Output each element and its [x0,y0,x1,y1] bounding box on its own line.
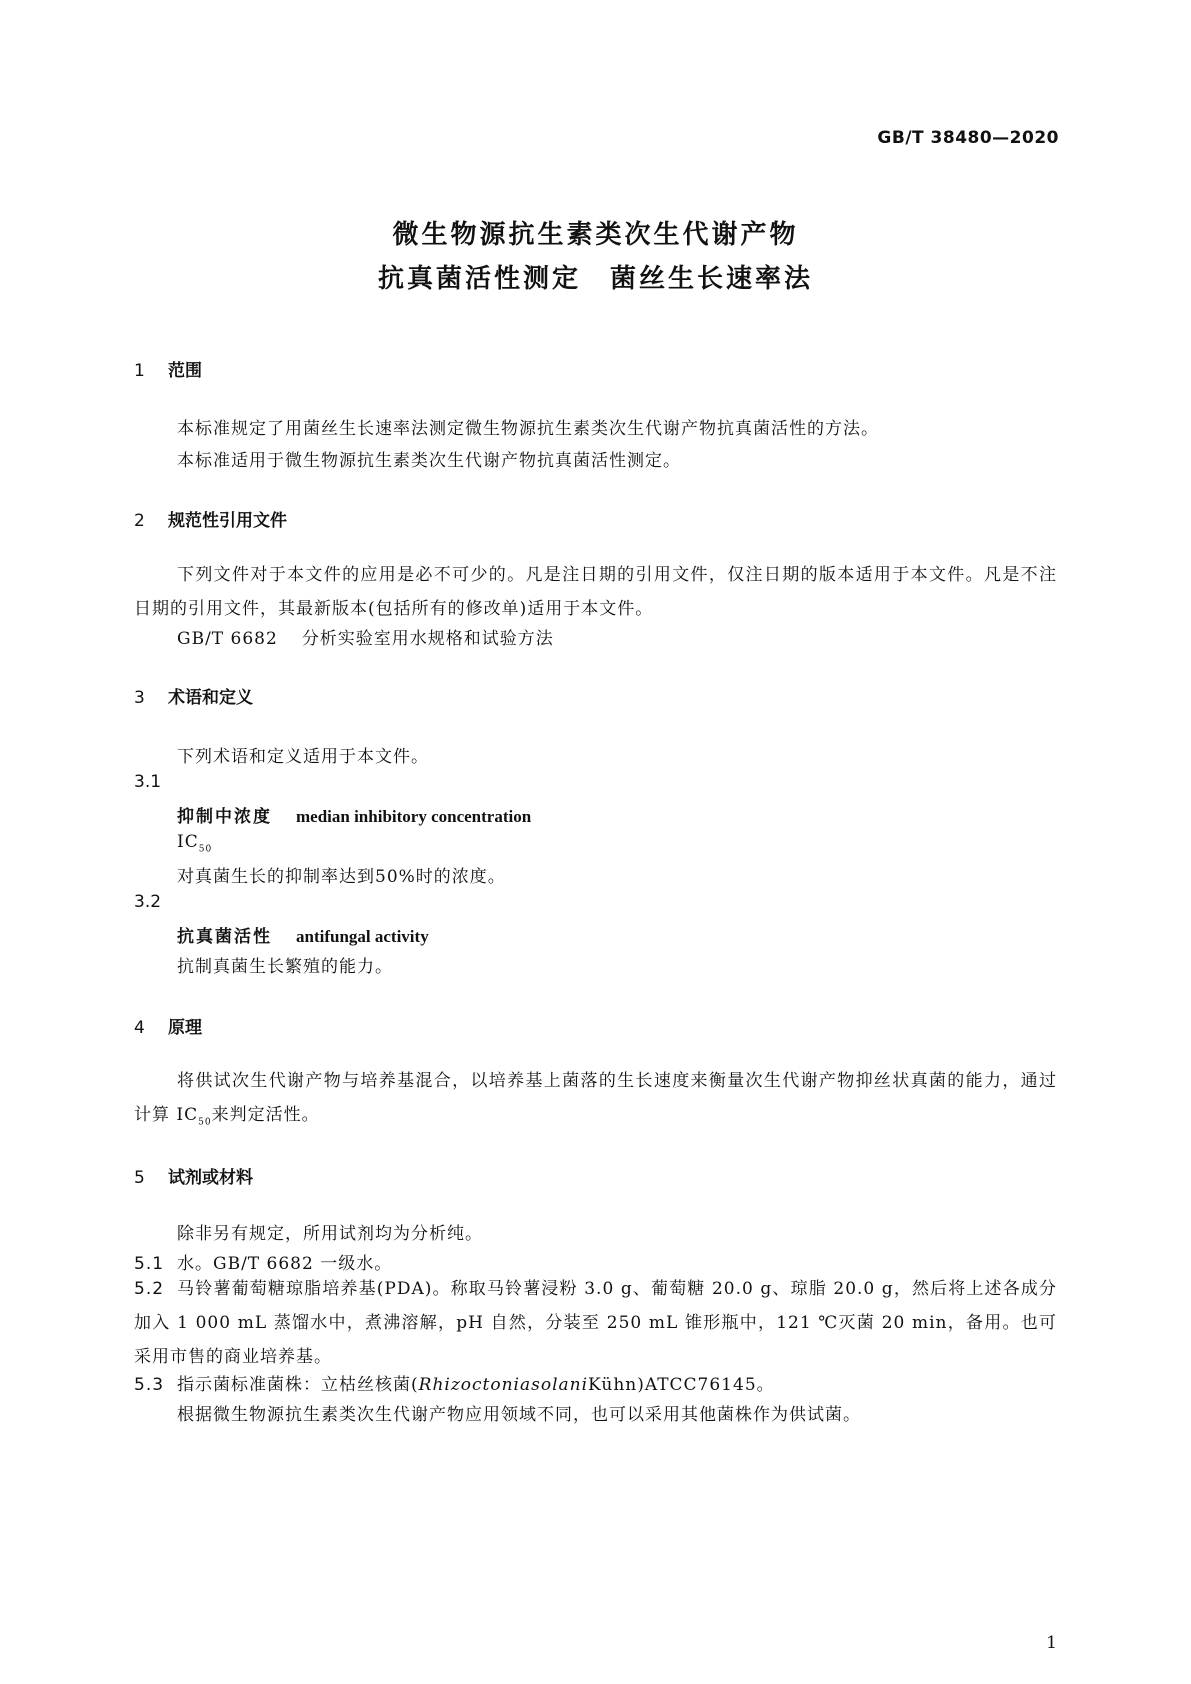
term-abbreviation: $IC_{50}$ [177,832,213,855]
section-title: 术语和定义 [168,688,253,708]
paragraph: 将供试次生代谢产物与培养基混合，以培养基上菌落的生长速度来衡量次生代谢产物抑丝状真菌的能力，通过计算 $IC_{50}$来判定活性。 [134,1071,1057,1128]
term-definition: 对真菌生长的抑制率达到50%时的浓度。 [177,867,506,887]
document-title-line1: 微生物源抗生素类次生代谢产物 [392,220,799,250]
section-number: 4 [134,1018,145,1038]
section-5-heading [134,1163,253,1188]
reference-title: 分析实验室用水规格和试验方法 [301,629,554,649]
list-item: 5.2 马铃薯葡萄糖琼脂培养基(PDA)。称取马铃薯浸粉 3.0 g、葡萄糖 20.0 g、琼脂 20.0 g，然后将上述各成分加入 1 000 mL 蒸馏水中，煮沸溶解，pH 自然，分装至 250 mL 锥形瓶中，121 ℃灭菌 20 min，备用。也可采用市售的商业培养基。 [134,1279,1057,1367]
paragraph: 下列文件对于本文件的应用是必不可少的。凡是注日期的引用文件，仅注日期的版本适用于本文件。凡是不注日期的引用文件，其最新版本(包括所有的修改单)适用于本文件。 [134,565,1057,619]
section-number: 5 [134,1168,145,1188]
page-number: 1 [1046,1633,1057,1653]
term-heading [177,922,429,947]
section-title: 规范性引用文件 [168,511,287,531]
term-en: median inhibitory concentration [296,807,532,826]
term-number: 3.2 [134,892,162,912]
section-number: 2 [134,511,145,531]
normative-reference [177,624,554,649]
term-zh: 抗真菌活性 [177,927,272,947]
term-number: 3.1 [134,772,162,792]
section-2-heading [134,506,287,531]
term-heading [177,802,531,827]
paragraph: 根据微生物源抗生素类次生代谢产物应用领域不同，也可以采用其他菌株作为供试菌。 [177,1405,861,1425]
section-1-heading [134,356,202,381]
paragraph: 本标准适用于微生物源抗生素类次生代谢产物抗真菌活性测定。 [177,451,681,471]
list-item: 5.1 水。GB/T 6682 一级水。 [134,1254,393,1274]
term-zh: 抑制中浓度 [177,807,272,827]
section-4-heading [134,1013,202,1038]
section-title: 范围 [168,361,202,381]
paragraph: 下列术语和定义适用于本文件。 [177,747,429,767]
section-number: 1 [134,361,145,381]
section-number: 3 [134,688,145,708]
paragraph: 本标准规定了用菌丝生长速率法测定微生物源抗生素类次生代谢产物抗真菌活性的方法。 [177,419,879,439]
paragraph: 除非另有规定，所用试剂均为分析纯。 [177,1224,483,1244]
term-en: antifungal activity [296,927,429,946]
section-title: 试剂或材料 [168,1168,253,1188]
list-item: 5.3 指示菌标准菌株：立枯丝核菌(RhizoctoniasolaniKühn)ATCC76145。 [134,1375,775,1395]
term-definition: 抗制真菌生长繁殖的能力。 [177,957,393,977]
reference-code: GB/T 6682 [177,629,278,649]
section-title: 原理 [168,1018,202,1038]
document-title-line2: 抗真菌活性测定 菌丝生长速率法 [377,264,813,294]
standard-number: GB/T 38480—2020 [877,128,1059,148]
section-3-heading [134,683,253,708]
